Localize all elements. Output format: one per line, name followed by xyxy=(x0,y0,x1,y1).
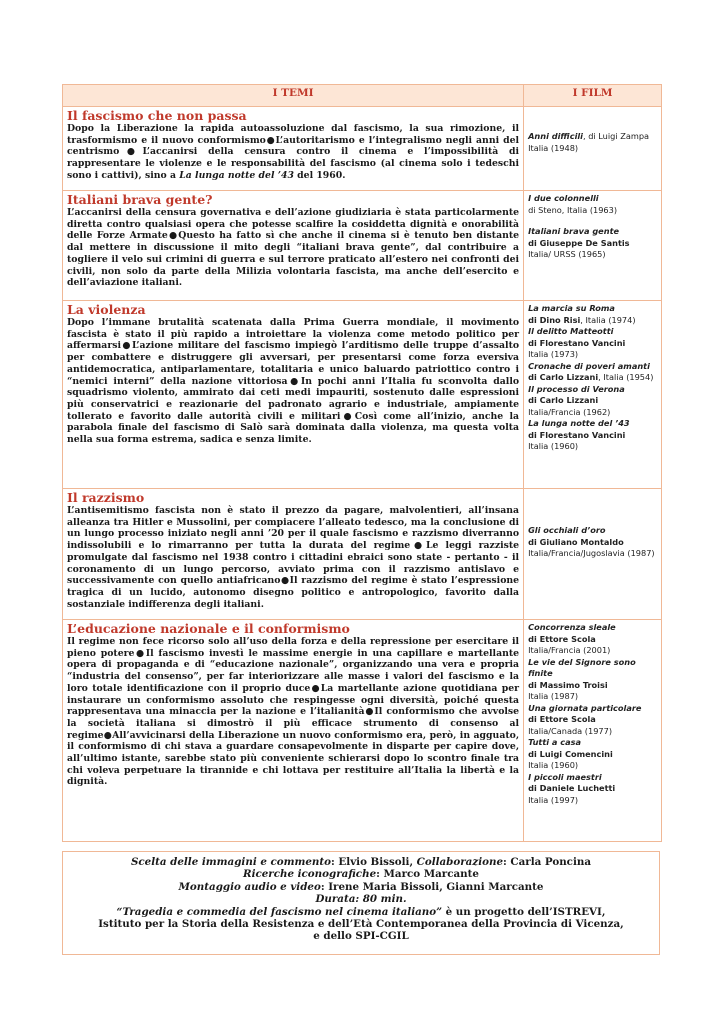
film-title: Il processo di Verona xyxy=(528,383,625,394)
film-info: Italia/Canada (1977) xyxy=(528,725,613,736)
film-director: di Ettore Scola xyxy=(528,633,596,644)
film-director: di Massimo Troisi xyxy=(528,679,608,690)
credits-line: Montaggio audio e video: Irene Maria Bissoli, Gianni Marcante xyxy=(178,880,544,893)
film-director: di Daniele Luchetti xyxy=(528,783,616,793)
credits-line: Ricerche iconografiche: Marco Marcante xyxy=(243,868,479,881)
film-title: Gli occhiali d’oro xyxy=(528,525,606,535)
credits-duration: Durata: 80 min. xyxy=(315,893,407,906)
theme-row xyxy=(63,107,662,191)
film-director: di Ettore Scola xyxy=(528,714,596,724)
theme-text: Il regime non fece ricorso solo all’uso della forza e della repressione per esercitare il pieno potere●Il fascismo investì le massime energie in una capillare e martellante opera di propaganda e di “educazione nazionale”, organizzando una vera e propria “industria del consenso”, per far interiorizzare alle masse i valori del fascismo e la loro totale identificazione con il proprio duce●La martellante azione quotidiana per instaurare un conformismo assoluto che respingesse ogni diversità, poiché questa rappresentava una minaccia per la nazione e l’italianità●Il conformismo che avvolse la società italiana si dimostrò il più efficace strumento di consenso al regime●All’avvicinarsi della Liberazione un nuovo conformismo era, però, in agguato, il conformismo di chi stava a guardare consapevolmente in disparte per capire dove, all’ultimo istante, sarebbe stato più conveniente schierarsi dopo lo scontro finale tra chi voleva perpetuare la tirannide e chi lottava per restituire all’Italia la libertà e la dignità. xyxy=(67,636,520,788)
film-info: Italia (1987) xyxy=(528,691,579,701)
film-info: Italia (1948) xyxy=(528,142,579,153)
film-director: di Luigi Comencini xyxy=(528,748,613,759)
film-title: Cronache di poveri amanti xyxy=(528,360,650,371)
theme-row xyxy=(63,620,662,842)
theme-title: Il fascismo che non passa xyxy=(67,108,247,123)
film-title: I due colonnelli xyxy=(528,193,599,203)
theme-text: L’accanirsi della censura governativa e dell’azione giudiziaria è stata particolarmente diretta contro qualsiasi opera che potesse scalfire la cosiddetta dignità e onorabilità delle Forze Armate●Questo ha fatto sì che anche il cinema si è tenuto ben distante dal mettere in discussione il mito degli “italiani brava gente”, dal contribuire a togliere il velo sui crimini di guerra e sul terrore praticato all’estero nei confronti dei civili, non solo da parte della Milizia volontaria fascista, ma anche dell’esercito e dell’aviazione italiani. xyxy=(67,207,520,289)
film-info: Italia/Francia (1962) xyxy=(528,406,611,417)
credits-line: Scelta delle immagini e commento: Elvio Bissoli, Collaborazione: Carla Poncina xyxy=(130,856,592,868)
credits-line: e dello SPI-CGIL xyxy=(313,930,409,943)
film-info: Italia/Francia (2001) xyxy=(528,645,611,655)
theme-row xyxy=(63,301,662,489)
film-title: Le vie del Signore sono finite xyxy=(528,656,636,678)
program-document xyxy=(62,84,662,842)
film-title: I piccoli maestri xyxy=(528,771,602,782)
theme-text: L’antisemitismo fascista non è stato il prezzo da pagare, malvolentieri, all’insana alleanza tra Hitler e Mussolini, per compiacere l’alleato tedesco, ma la conclusione di un lungo processo iniziato negli anni ’20 per il quale fascismo e razzismo diverranno indissolubili e lo rimarranno per tutta la durata del regime●Le leggi razziste promulgate dal fascismo nel 1938 contro i cittadini ebraici sono state - pertanto - il coronamento di un lungo percorso, avviato prima con il razzismo antislavo e successivamente con quello antiafricano●Il razzismo del regime è stato l’espressione tragica di un lucido, autonomo disegno politico e antropologico, favorito dalla sostanziale indifferenza degli italiani. xyxy=(67,505,520,610)
header-film: I FILM xyxy=(524,85,662,107)
films-cell xyxy=(524,301,662,489)
theme-cell xyxy=(63,489,524,620)
film-info: Italia (1997) xyxy=(528,794,579,805)
film-director: di Florestano Vancini xyxy=(528,429,626,440)
film-director: di Florestano Vancini xyxy=(528,337,626,348)
film-info: Italia/Francia/Jugoslavia (1987) xyxy=(528,548,655,558)
credits-box xyxy=(62,851,660,955)
films-cell xyxy=(524,191,662,301)
film-entry: di Carlo Lizzani, Italia (1954) xyxy=(528,372,654,382)
credits-line: Istituto per la Storia della Resistenza e dell’Età Contemporanea della Provincia di Vicenza, xyxy=(98,918,624,931)
film-director: di Giuseppe De Santis xyxy=(528,237,630,248)
theme-row xyxy=(63,191,662,301)
film-title: Una giornata particolare xyxy=(528,702,642,713)
theme-title: L’educazione nazionale e il conformismo xyxy=(67,621,350,636)
film-entry: di Dino Risi, Italia (1974) xyxy=(528,314,636,325)
film-director: di Giuliano Montaldo xyxy=(528,536,624,547)
films-cell xyxy=(524,107,662,191)
film-info: Italia (1960) xyxy=(528,760,579,770)
themes-films-table xyxy=(62,84,662,842)
table-header-row xyxy=(63,85,662,107)
theme-text: Dopo la Liberazione la rapida autoassoluzione dal fascismo, la sua rimozione, il trasformismo e il nuovo conformismo●L’autoritarismo e l’integralismo negli anni del centrismo●L’accanirsi della censura contro il cinema e l’impossibilità di rappresentare le violenze e le responsabilità del fascismo (al cinema solo i tedeschi sono i cattivi), sino a La lunga notte del ’43 del 1960. xyxy=(67,123,520,181)
header-temi: I TEMI xyxy=(63,85,524,107)
theme-title: La violenza xyxy=(67,302,146,317)
film-title: Il delitto Matteotti xyxy=(528,326,614,336)
theme-title: Italiani brava gente? xyxy=(67,192,213,207)
films-cell xyxy=(524,620,662,842)
film-info: Italia (1973) xyxy=(528,349,579,359)
film-info: Italia/ URSS (1965) xyxy=(528,249,606,259)
theme-cell xyxy=(63,301,524,489)
theme-title: Il razzismo xyxy=(67,490,145,505)
film-title: La lunga notte del ’43 xyxy=(528,418,630,428)
film-info: Italia (1960) xyxy=(528,441,579,451)
theme-row xyxy=(63,489,662,620)
film-entry: di Steno, Italia (1963) xyxy=(528,204,618,215)
films-cell xyxy=(524,489,662,620)
film-title: Italiani brava gente xyxy=(528,226,620,236)
theme-cell xyxy=(63,107,524,191)
film-director: di Carlo Lizzani xyxy=(528,395,599,405)
theme-cell xyxy=(63,191,524,301)
credits-line: “Tragedia e commedia del fascismo nel cinema italiano” è un progetto dell’ISTREVI, xyxy=(116,905,606,918)
film-title: La marcia su Roma xyxy=(528,303,615,313)
theme-cell xyxy=(63,620,524,842)
theme-text: Dopo l’immane brutalità scatenata dalla Prima Guerra mondiale, il movimento fascista è stato il più rapido a introiettare la violenza come metodo politico per affermarsi●L’azione militare del fascismo impiegò l’arditismo delle truppe d’assalto per combattere e distruggere gli avversari, per presentarsi come forza eversiva antidemocratica, antiparlamentare, totalitaria e unico baluardo patriottico contro i “nemici interni” della nazione vittoriosa●In pochi anni l’Italia fu sconvolta dallo squadrismo violento, ammirato dai ceti medi impauriti, sostenuto dalle espressioni più conservatrici e reazionarie del padronato agrario e industriale, ampiamente tollerato e favorito dalle autorità civili e militari●Così come all’inizio, anche la parabola finale del fascismo di Salò sarà dominata dalla violenza, ma questa volta nella sua forma estrema, sadica e senza limite. xyxy=(67,317,520,446)
film-entry: Anni difficili, di Luigi Zampa xyxy=(528,131,650,141)
film-title: Tutti a casa xyxy=(528,737,582,747)
film-title: Concorrenza sleale xyxy=(528,622,616,632)
